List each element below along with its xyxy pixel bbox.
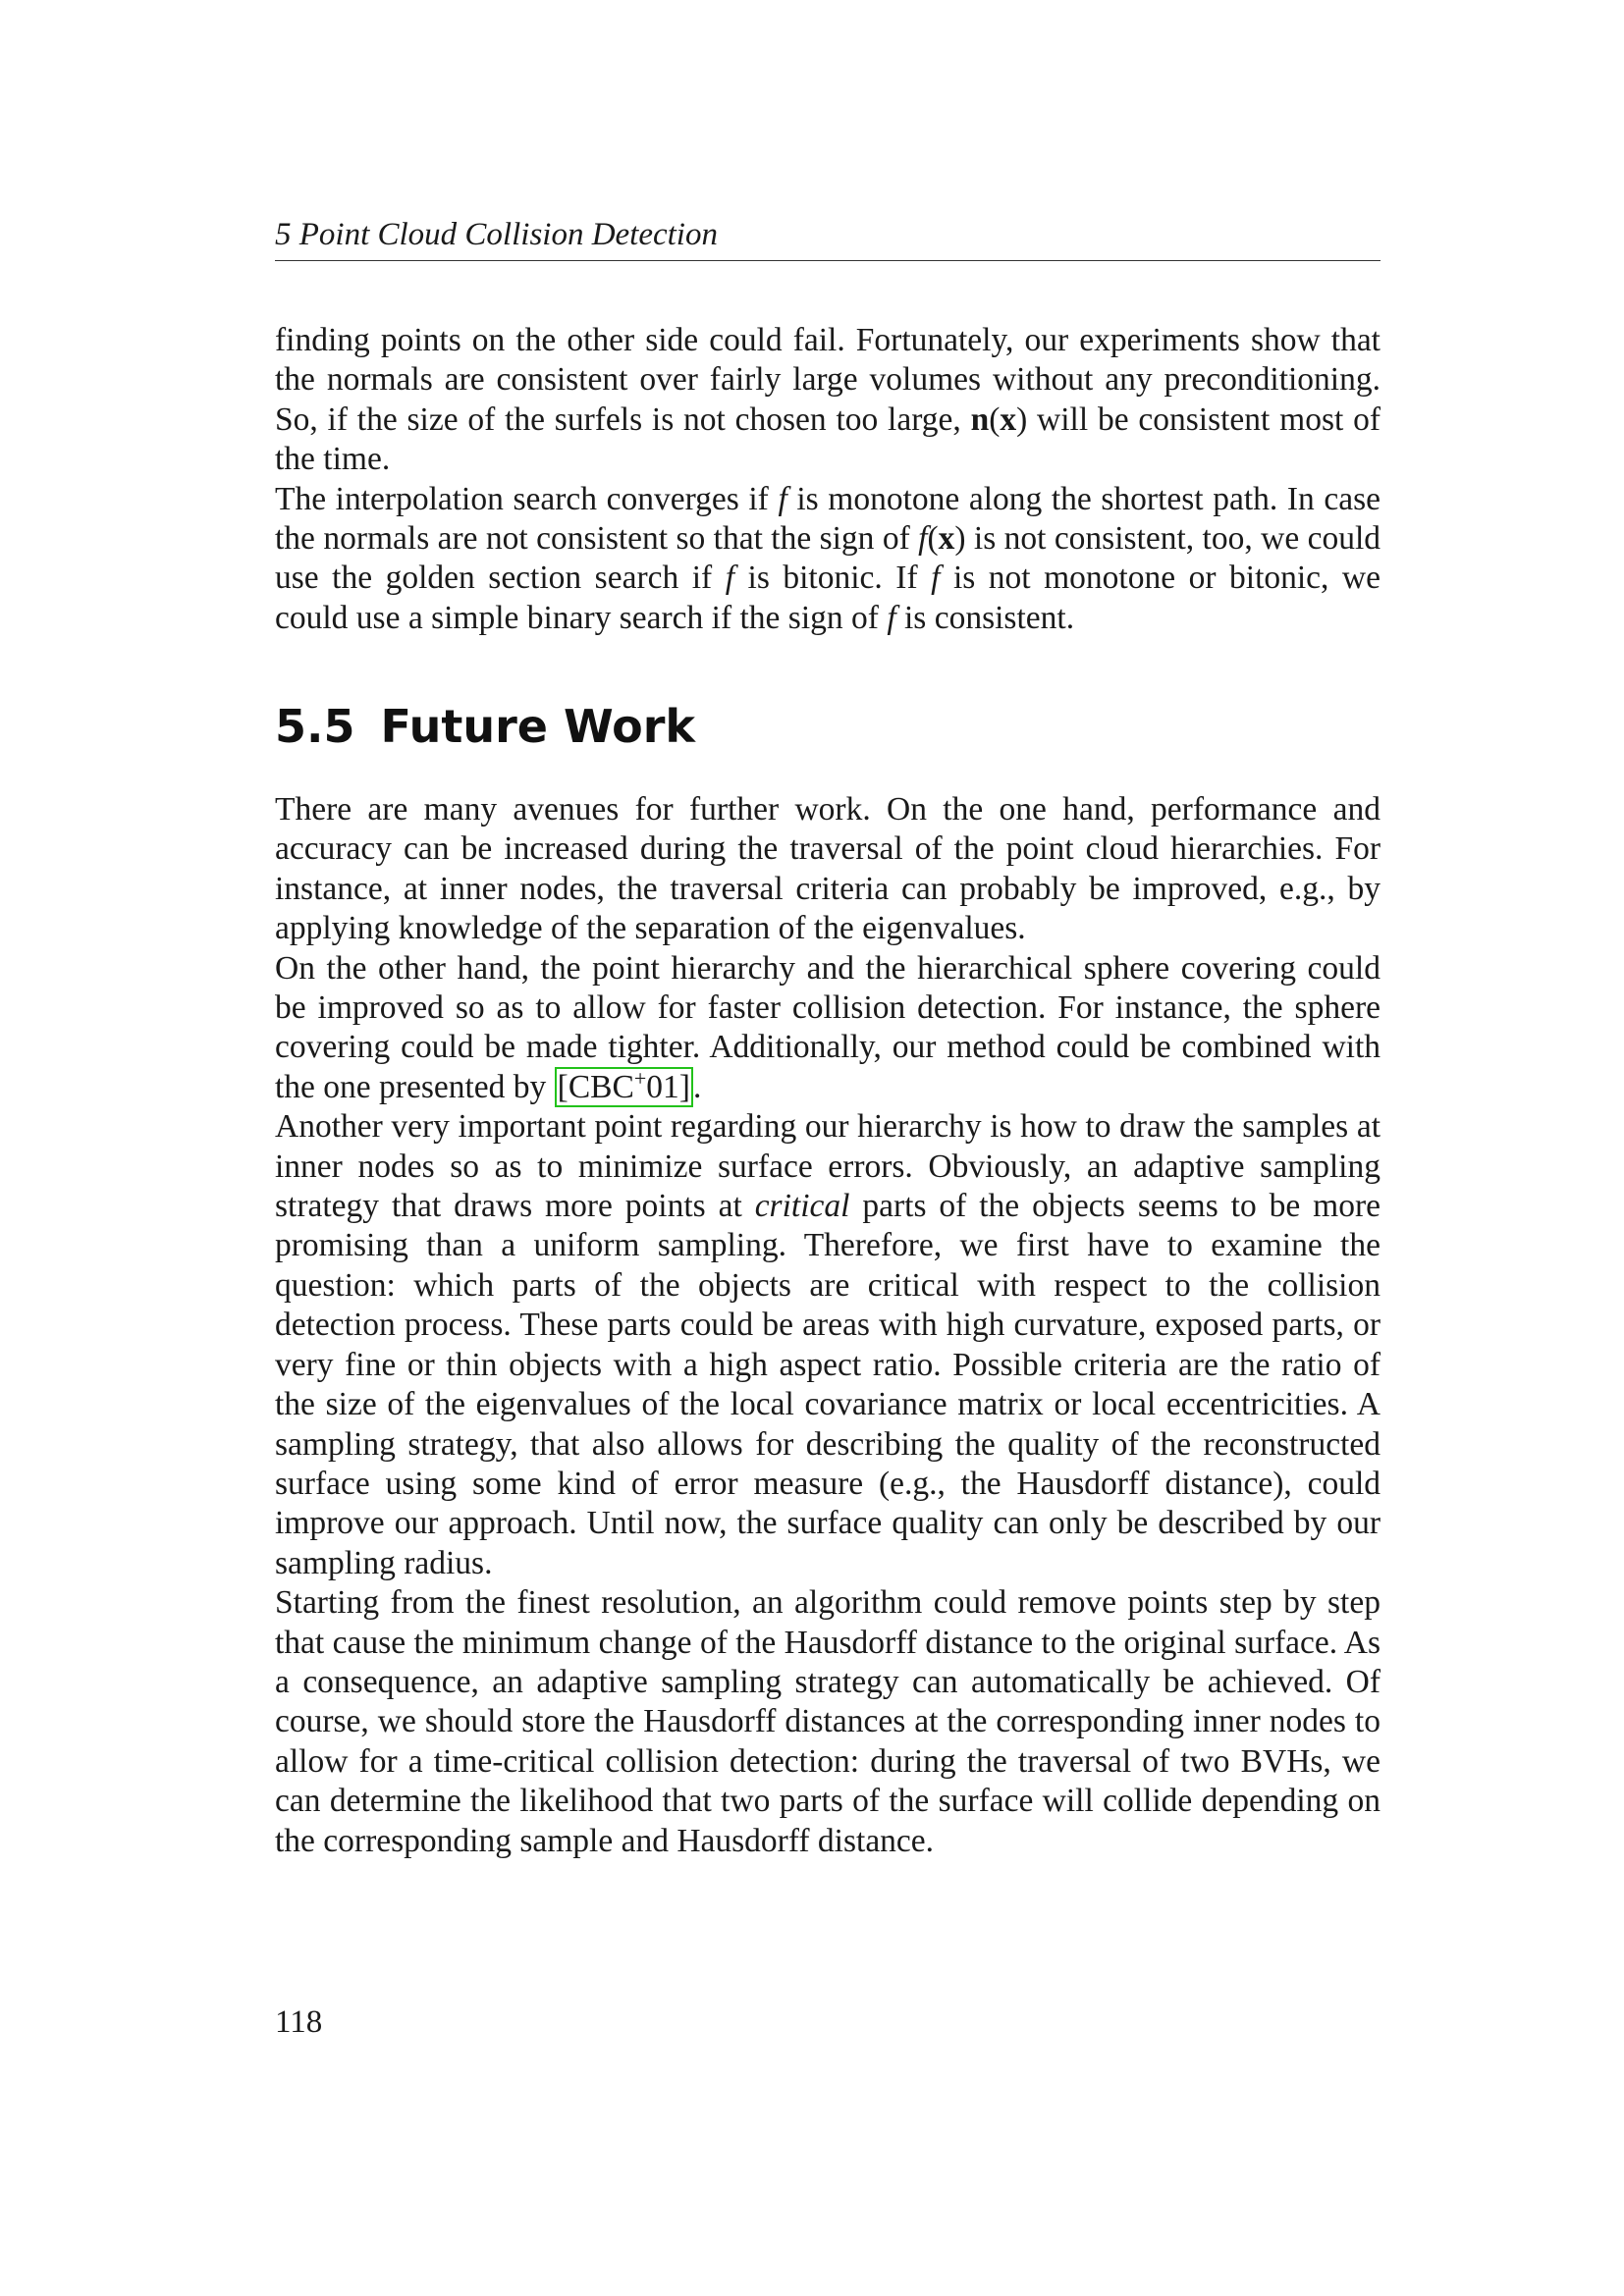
text-run: is consistent. — [895, 599, 1075, 636]
page-number: 118 — [275, 2004, 323, 2040]
citation-key: CBC — [568, 1068, 634, 1105]
text-run: . — [692, 1068, 702, 1105]
paragraph — [275, 321, 1380, 480]
text-run: ( — [927, 520, 939, 558]
text-run: is not monotone or bitonic, we could use a simple binary search if the sign of — [275, 560, 1380, 636]
math-symbol: f — [931, 560, 941, 597]
citation-link[interactable]: [CBC+01] — [555, 1067, 693, 1107]
math-symbol: f — [918, 520, 928, 558]
text-run: is bitonic. If — [734, 560, 932, 597]
citation-superscript: + — [633, 1065, 647, 1091]
paragraph — [275, 1107, 1380, 1583]
text-run: Another very important point regarding our hierarchy is how to draw the samples at inner nodes so as to minimize surface errors. Obviously, an adaptive sampling strategy that draws more points at — [275, 1108, 1380, 1225]
text-run: ) is not consistent, too, we could use the golden section search if — [275, 520, 1381, 597]
math-symbol: f — [725, 560, 735, 597]
math-symbol: f — [778, 480, 787, 517]
section-number: 5.5 — [275, 700, 355, 753]
math-symbol: x — [1000, 400, 1017, 438]
math-symbol: n — [970, 400, 990, 438]
text-run: finding points on the other side could fail. Fortunately, our experiments show that the normals are consistent over fairly large volumes without any preconditioning. So, if the size of the surfels is not chosen too large, — [275, 322, 1380, 438]
future-work-text — [275, 790, 1380, 1861]
citation-year: 01 — [646, 1068, 679, 1105]
paragraph: There are many avenues for further work. On the one hand, performance and accuracy can be increased during the traversal of the point cloud hierarchies. For instance, at inner nodes, the traversal criteria can probably be improved, e.g., by applying knowledge of the separation of the eigenvalues. — [275, 791, 1380, 947]
text-run: The interpolation search converges if — [275, 480, 779, 517]
paragraph — [275, 480, 1380, 639]
intro-text — [275, 321, 1380, 638]
text-run: parts of the objects seems to be more promising than a uniform sampling. Therefore, we first have to examine the question: which parts of the objects are critical with respect to the collision detection process. These parts could be areas with high curvature, exposed parts, or very fine or thin objects with a high aspect ratio. Possible criteria are the ratio of the size of the eigenvalues of the local covariance matrix or local eccentricities. A sampling strategy, that also allows for describing the quality of the reconstructed surface using some kind of error measure (e.g., the Hausdorff distance), could improve our approach. Until now, the surface quality can only be described by our sampling radius. — [275, 1188, 1380, 1581]
math-symbol: f — [887, 599, 896, 636]
running-header — [275, 214, 1380, 261]
math-symbol: x — [938, 520, 955, 558]
paragraph — [275, 949, 1380, 1108]
running-title: 5 Point Cloud Collision Detection — [275, 217, 718, 252]
emphasis: critical — [754, 1188, 850, 1225]
section-title: Future Work — [380, 700, 695, 753]
section-heading — [275, 699, 695, 754]
text-run: ) will be consistent most of the time. — [275, 400, 1380, 478]
text-run: ( — [989, 400, 1001, 438]
paragraph: Starting from the finest resolution, an algorithm could remove points step by step that cause the minimum change of the Hausdorff distance to the original surface. As a consequence, an adaptive sampling strategy can automatically be achieved. Of course, we should store the Hausdorff distances at the corresponding inner nodes to allow for a time-critical collision detection: during the traversal of two BVHs, we can determine the likelihood that two parts of the surface will collide depending on the corresponding sample and Hausdorff distance. — [275, 1584, 1380, 1859]
text-run: On the other hand, the point hierarchy and the hierarchical sphere covering could be improved so as to allow for faster collision detection. For instance, the sphere covering could be made tighter. Additionally, our method could be combined with the one presented by — [275, 949, 1380, 1105]
text-run: is monotone along the shortest path. In case the normals are not consistent so that the sign of — [275, 480, 1380, 558]
